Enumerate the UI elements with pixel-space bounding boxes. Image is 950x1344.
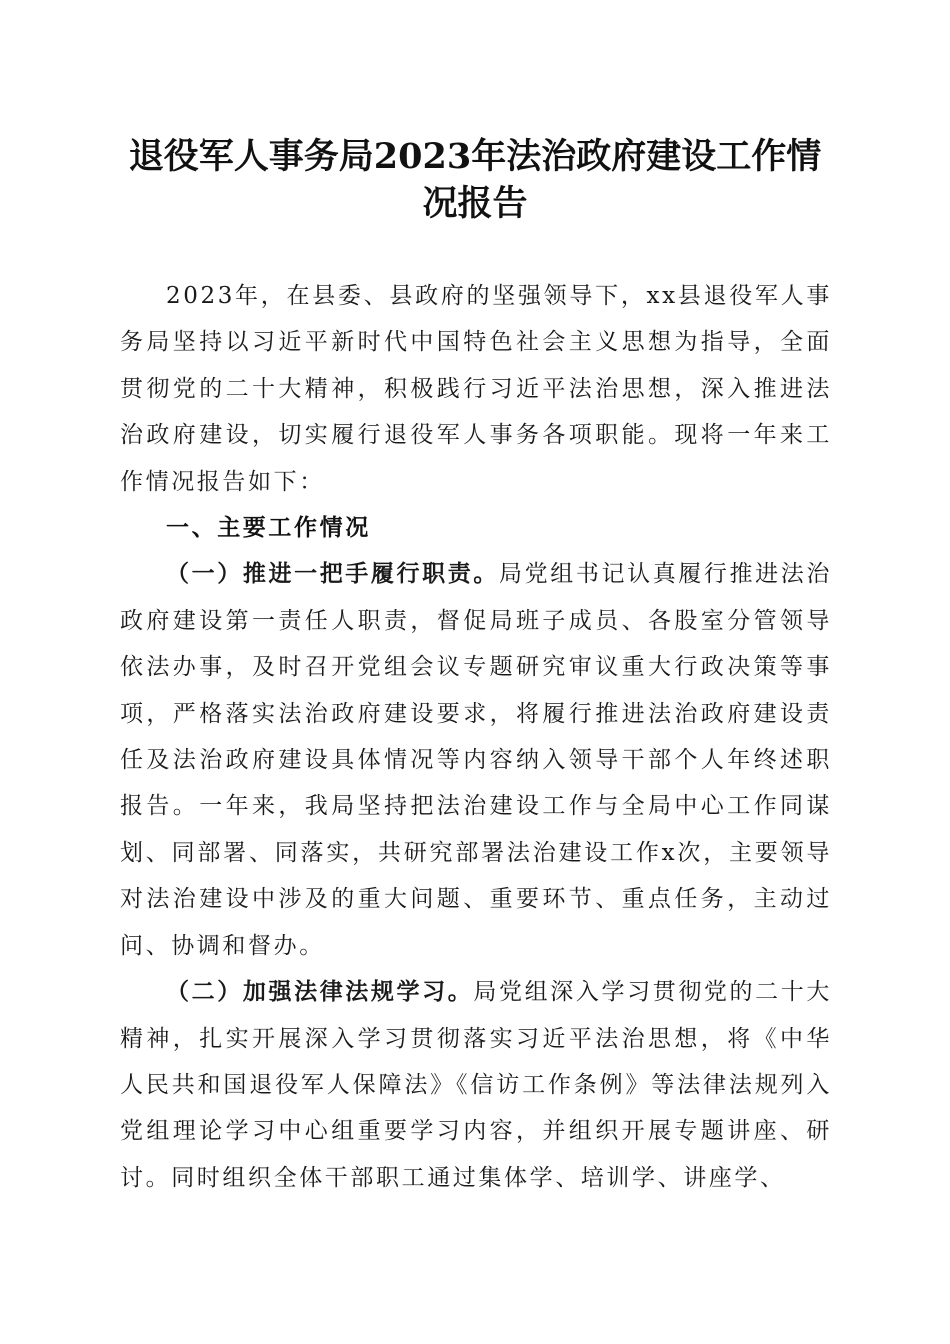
document-body <box>120 273 832 1201</box>
title-line-1: 退役军人事务局2023年法治政府建设工作情 <box>128 136 822 177</box>
item-1-text: 局党组书记认真履行推进法治政府建设第一责任人职责，督促局班子成员、各股室分管领导依法办事，及时召开党组会议专题研究审议重大行政决策等事项，严格落实法治政府建设要求，将履行推进法治政府建设责任及法治政府建设具体情况等内容纳入领导干部个人年终述职报告。一年来，我局坚持把法治建设工作与全局中心工作同谋划、同部署、同落实，共研究部署法治建设工作x次，主要领导对法治建设中涉及的重大问题、重要环节、重点任务，主动过问、协调和督办。 <box>120 561 832 959</box>
item-2-lead: （二）加强法律法规学习。 <box>166 979 474 1006</box>
document-title <box>120 133 830 227</box>
section-heading-main-work: 一、主要工作情况 <box>166 515 371 542</box>
item-1-lead: （一）推进一把手履行职责。 <box>166 561 499 588</box>
item-2-text: 局党组深入学习贯彻党的二十大精神，扎实开展深入学习贯彻落实习近平法治思想，将《中华人民共和国退役军人保障法》《信访工作条例》等法律法规列入党组理论学习中心组重要学习内容，并组织开展专题讲座、研讨。同时组织全体干部职工通过集体学、培训学、讲座学、 <box>120 979 832 1191</box>
item-paragraph-2 <box>120 969 832 1201</box>
intro-paragraph: 2023年，在县委、县政府的坚强领导下，xx县退役军人事务局坚持以习近平新时代中国特色社会主义思想为指导，全面贯彻党的二十大精神，积极践行习近平法治思想，深入推进法治政府建设，切实履行退役军人事务各项职能。现将一年来工作情况报告如下： <box>120 283 832 495</box>
title-line-2: 况报告 <box>422 183 528 224</box>
item-paragraph-1 <box>120 551 832 969</box>
